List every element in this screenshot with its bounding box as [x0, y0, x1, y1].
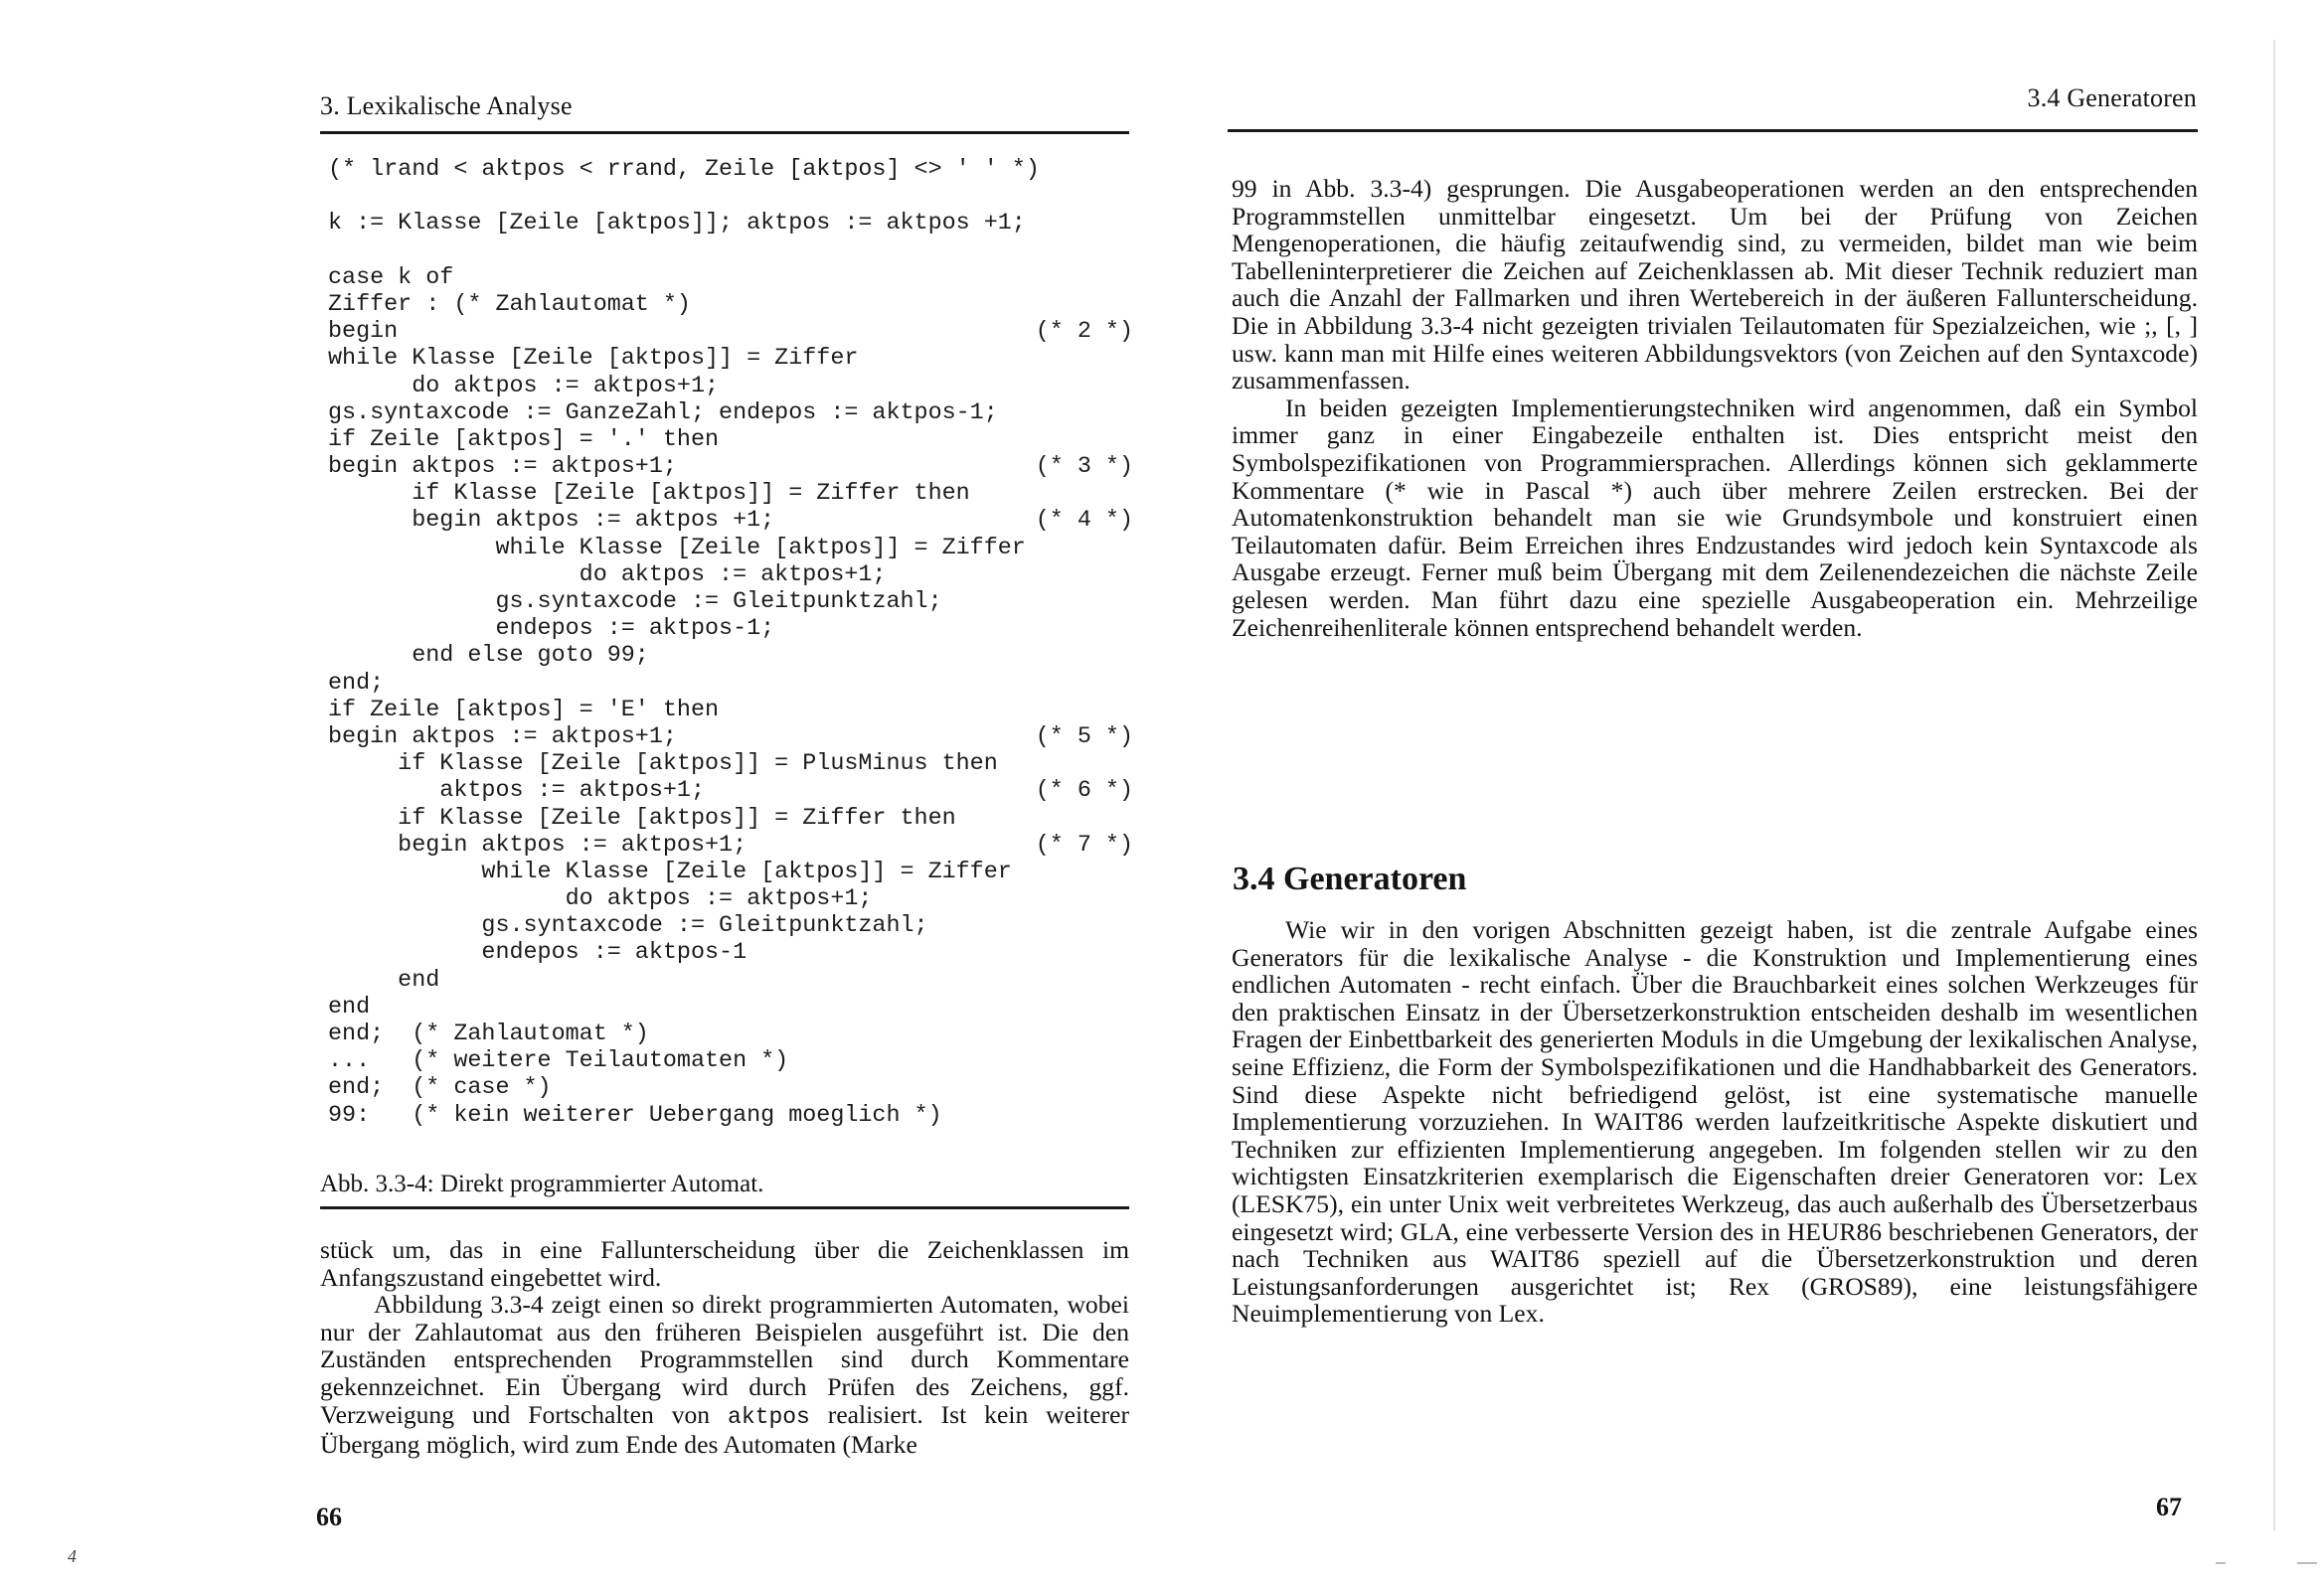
- code-line: [328, 400, 1133, 427]
- code-line: [328, 265, 1133, 292]
- code-text: 99: (* kein weiterer Uebergang moeglich *): [328, 1102, 942, 1129]
- code-text: Ziffer : (* Zahlautomat *): [328, 291, 691, 318]
- code-text: begin aktpos := aktpos+1;: [328, 723, 677, 750]
- code-text: do aktpos := aktpos+1;: [328, 561, 887, 588]
- code-text: gs.syntaxcode := Gleitpunktzahl;: [328, 589, 942, 615]
- code-line: [328, 643, 1133, 670]
- code-line: [328, 1103, 1133, 1130]
- code-text: end else goto 99;: [328, 643, 649, 670]
- scan-edge-mark: [2273, 40, 2275, 1530]
- header-rule: [320, 131, 1129, 134]
- code-text: if Klasse [Zeile [aktpos]] = Ziffer then: [328, 481, 970, 508]
- code-state-comment: (* 6 *): [1035, 778, 1133, 805]
- code-text: end;: [328, 670, 385, 697]
- code-text: begin aktpos := aktpos+1;: [328, 832, 747, 859]
- code-text: while Klasse [Zeile [aktpos]] = Ziffer: [328, 535, 1026, 561]
- right-paragraph-3: Wie wir in den vorigen Abschnitten gezeigt haben, ist die zentrale Aufgabe eines Generators für die lexikalische Analyse - die Konstruktion und Implementierung eines endlichen Automaten - recht einfach. Über die Brauchbarkeit eines solchen Werkzeuges für den praktischen Einsatz in der Übersetzerkonstruktion entscheiden deshalb im wesentlichen Fragen der Einbettbarkeit des generierten Moduls in die Umgebung der lexikalischen Analyse, seine Effizienz, die Form der Symbolspezifikationen und die Handhabbarkeit des Generators. Sind diese Aspekte nicht befriedigend gelöst, ist eine systematische manuelle Implementierung vorzuziehen. In WAIT86 werden laufzeitkritische Aspekte diskutiert und Techniken zur effizienten Implementierung angegeben. Im folgenden stellen wir zu den wichtigsten Einsatzkriterien exemplarisch die Eigenschaften dreier Generatoren vor: Lex (LESK75), ein unter Unix weit verbreitetes Werkzeug, das auch außerhalb des Übersetzerbaus eingesetzt wird; GLA, eine verbesserte Version des in HEUR86 beschriebenen Generators, der nach Techniken aus WAIT86 speziell auf die Übersetzerkonstruktion und deren Leistungsanforderungen ausgerichtet ist; Rex (GROS89), eine leistungsfähigere Neuimplementierung von Lex.: [1232, 915, 2198, 1329]
- figure-caption: Abb. 3.3-4: Direkt programmierter Automat.: [320, 1171, 764, 1197]
- code-text: if Zeile [aktpos] = 'E' then: [328, 697, 720, 723]
- scan-corner-mark: [2297, 1562, 2317, 1564]
- code-line: [328, 968, 1133, 995]
- code-text: while Klasse [Zeile [aktpos]] = Ziffer: [328, 346, 859, 373]
- corner-mark: 4: [68, 1546, 77, 1566]
- code-state-comment: (* 3 *): [1035, 454, 1133, 481]
- code-line: [328, 346, 1133, 373]
- code-line: [328, 806, 1133, 833]
- left-paragraph-2-start: Abbildung 3.3-4 zeigt einen so direkt programmierten Automaten, wobei nur der Zahlautomat aus den früheren Beispielen ausgeführt ist. Die den Zuständen entsprechenden Programmstellen sind durch Kommentare gekennzeichnet. Ein Übergang wird durch Prüfen des Zeichens, ggf. Verzweigung und Fortschalten von: [320, 1290, 1129, 1429]
- code-text: begin: [328, 319, 399, 346]
- right-running-head: 3.4 Generatoren: [2027, 83, 2197, 112]
- left-paragraph-1: stück um, das in eine Fallunterscheidung über die Zeichenklassen im Anfangszustand eingebettet wird.: [320, 1235, 1129, 1292]
- code-line: [328, 698, 1133, 724]
- inline-code-aktpos: aktpos: [728, 1403, 810, 1430]
- code-line: [328, 454, 1133, 481]
- code-line: [328, 995, 1133, 1022]
- code-text: if Klasse [Zeile [aktpos]] = Ziffer then: [328, 805, 956, 832]
- code-line: [328, 589, 1133, 616]
- code-line: [328, 374, 1133, 400]
- code-line: [328, 1022, 1133, 1048]
- code-text: (* lrand < aktpos < rrand, Zeile [aktpos] <> ' ' *): [328, 157, 1040, 183]
- code-line: [328, 940, 1133, 967]
- code-text: end; (* case *): [328, 1075, 552, 1102]
- code-line: [328, 508, 1133, 535]
- code-text: if Zeile [aktpos] = '.' then: [328, 426, 720, 453]
- code-text: begin aktpos := aktpos +1;: [328, 508, 775, 535]
- code-line: [328, 913, 1133, 940]
- code-line: [328, 481, 1133, 508]
- section-heading: 3.4 Generatoren: [1233, 861, 1467, 897]
- left-running-head: 3. Lexikalische Analyse: [320, 91, 573, 120]
- right-body-text-bottom: [1232, 916, 2198, 1328]
- code-line: [328, 157, 1133, 184]
- left-body-text: [320, 1236, 1129, 1459]
- code-text: do aktpos := aktpos+1;: [328, 886, 873, 913]
- right-paragraph-2: In beiden gezeigten Implementierungstechniken wird angenommen, daß ein Symbol immer ganz in einer Eingabezeile enthalten ist. Dies entspricht meist den Symbolspezifikationen von Programmiersprachen. Allerdings können sich geklammerte Kommentare (* wie in Pascal *) auch über mehrere Zeilen erstrecken. Bei der Automatenkonstruktion behandelt man sie wie Grundsymbole und konstruiert einen Teilautomaten dafür. Beim Erreichen ihres Endzustandes wird jedoch kein Syntaxcode als Ausgabe erzeugt. Ferner muß beim Übergang mit dem Zeilenendezeichen die nächste Zeile gelesen werden. Man führt dazu eine spezielle Ausgabeoperation ein. Mehrzeilige Zeichenreihenliterale können entsprechend behandelt werden.: [1232, 393, 2198, 642]
- code-state-comment: (* 7 *): [1035, 832, 1133, 859]
- right-page-number: 67: [2156, 1493, 2182, 1521]
- code-line: [328, 860, 1133, 886]
- code-text: begin aktpos := aktpos+1;: [328, 454, 677, 481]
- code-state-comment: (* 2 *): [1035, 319, 1133, 346]
- code-text: end: [328, 994, 371, 1021]
- code-text: while Klasse [Zeile [aktpos]] = Ziffer: [328, 859, 1012, 885]
- code-line: [328, 1075, 1133, 1102]
- code-text: ... (* weitere Teilautomaten *): [328, 1048, 789, 1075]
- code-state-comment: (* 5 *): [1035, 723, 1133, 750]
- code-line: [328, 671, 1133, 698]
- code-line: [328, 833, 1133, 860]
- code-line: [328, 184, 1133, 211]
- right-body-text-top: [1232, 175, 2198, 641]
- code-text: end: [328, 967, 440, 994]
- code-text: gs.syntaxcode := GanzeZahl; endepos := aktpos-1;: [328, 399, 998, 426]
- code-line: [328, 616, 1133, 643]
- code-line: [328, 319, 1133, 346]
- code-text: case k of: [328, 264, 454, 291]
- right-header-rule: [1228, 129, 2198, 132]
- code-text: if Klasse [Zeile [aktpos]] = PlusMinus then: [328, 751, 998, 778]
- code-listing: [328, 157, 1133, 1130]
- code-text: end; (* Zahlautomat *): [328, 1022, 649, 1047]
- right-paragraph-1: 99 in Abb. 3.3-4) gesprungen. Die Ausgabeoperationen werden an den entsprechenden Programmstellen unmittelbar eingesetzt. Um bei der Prüfung von Zeichen Mengenoperationen, die häufig zeitaufwendig sind, zu vermeiden, bildet man wie beim Tabelleninterpretierer die Zeichen auf Zeichenklassen ab. Mit dieser Technik reduziert man auch die Anzahl der Fallmarken und ihren Wertebereich in der äußeren Fallunterscheidung. Die in Abbildung 3.3-4 nicht gezeigten trivialen Teilautomaten für Spezialzeichen, wie ;, [, ] usw. kann man mit Hilfe eines weiteren Abbildungsvektors (von Zeichen auf den Syntaxcode) zusammenfassen.: [1232, 174, 2198, 395]
- code-line: [328, 292, 1133, 319]
- code-text: gs.syntaxcode := Gleitpunktzahl;: [328, 913, 928, 940]
- left-paragraph-2: [320, 1291, 1129, 1459]
- code-text: endepos := aktpos-1: [328, 940, 747, 967]
- code-line: [328, 211, 1133, 237]
- left-paragraph-2-end: realisiert. Ist kein weiterer Übergang möglich, wird zum Ende des Automaten (Marke: [320, 1399, 1129, 1460]
- caption-rule: [320, 1206, 1129, 1209]
- code-text: do aktpos := aktpos+1;: [328, 373, 720, 399]
- code-line: [328, 562, 1133, 589]
- left-page-number: 66: [316, 1502, 342, 1531]
- code-line: [328, 886, 1133, 913]
- code-state-comment: (* 4 *): [1035, 508, 1133, 535]
- code-text: k := Klasse [Zeile [aktpos]]; aktpos := aktpos +1;: [328, 211, 1026, 237]
- code-line: [328, 778, 1133, 805]
- code-text: aktpos := aktpos+1;: [328, 778, 705, 805]
- code-line: [328, 238, 1133, 265]
- code-line: [328, 1048, 1133, 1075]
- code-line: [328, 751, 1133, 778]
- code-line: [328, 724, 1133, 751]
- code-text: endepos := aktpos-1;: [328, 616, 775, 643]
- code-line: [328, 536, 1133, 562]
- right-page: [1162, 0, 2324, 1577]
- scan-corner-mark-2: [2216, 1562, 2226, 1564]
- code-line: [328, 427, 1133, 454]
